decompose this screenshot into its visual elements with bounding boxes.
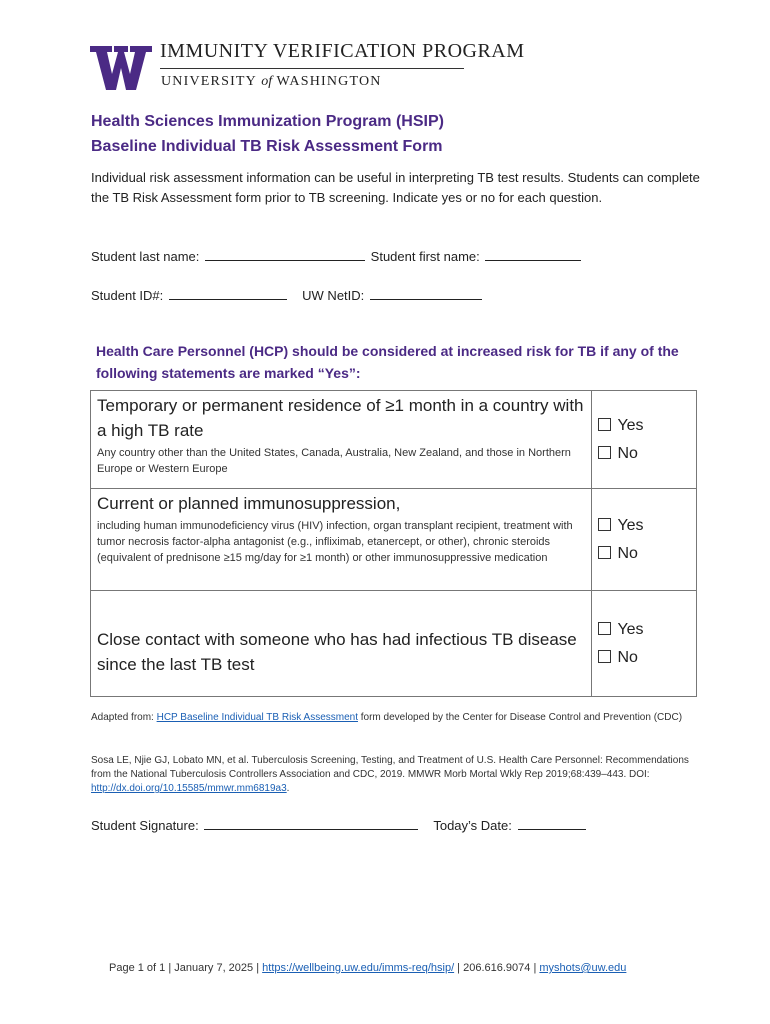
signature-field[interactable]	[204, 817, 418, 830]
hsip-url-link[interactable]: https://wellbeing.uw.edu/imms-req/hsip/	[262, 962, 455, 974]
question-row-3	[91, 591, 697, 697]
footer-date: January 7, 2025	[174, 962, 254, 974]
q2-yes-option[interactable]: Yes	[598, 512, 696, 540]
question-row-2	[91, 489, 697, 591]
q3-no-option[interactable]: No	[598, 644, 696, 672]
adapted-note: Adapted from: HCP Baseline Individual TB Risk Assessment form developed by the Center for Disease Control and Prevention (CDC)	[91, 712, 683, 723]
student-id-label: Student ID#:	[91, 288, 164, 303]
cdc-form-link[interactable]: HCP Baseline Individual TB Risk Assessment	[156, 712, 358, 723]
risk-heading: Health Care Personnel (HCP) should be considered at increased risk for TB if any of the following statements are marked “Yes”:	[96, 343, 679, 381]
name-fields-row	[91, 248, 583, 264]
date-field[interactable]	[518, 817, 586, 830]
page-footer: Page 1 of 1 | January 7, 2025 | https://wellbeing.uw.edu/imms-req/hsip/ | 206.616.9074 | myshots@uw.edu	[109, 962, 627, 974]
program-title: IMMUNITY VERIFICATION PROGRAM	[160, 40, 525, 62]
q1-yes-option[interactable]: Yes	[598, 412, 696, 440]
q1-no-option[interactable]: No	[598, 440, 696, 468]
signature-row	[91, 817, 588, 833]
university-name: UNIVERSITY of WASHINGTON	[161, 74, 382, 89]
last-name-label: Student last name:	[91, 249, 200, 264]
intro-paragraph: Individual risk assessment information can be useful in interpreting TB test results. Students can complete the TB Risk Assessment form prior to TB screening. Indicate yes or no for each question.	[91, 170, 700, 205]
citation: Sosa LE, Njie GJ, Lobato MN, et al. Tuberculosis Screening, Testing, and Treatment of U.S. Health Care Personnel: Recommendations from the National Tuberculosis Controllers Association and CDC, 2019. MMWR Morb Mortal Wkly Rep 2019;68:439–443. DOI: http://dx.doi.org/10.15585/mmwr.mm6819a3.	[91, 755, 689, 794]
last-name-field[interactable]	[205, 248, 365, 261]
q1-yes-checkbox[interactable]	[598, 418, 611, 431]
question-1-title: Temporary or permanent residence of ≥1 month in a country with a high TB rate	[97, 396, 584, 440]
q3-yes-checkbox[interactable]	[598, 622, 611, 635]
q1-no-checkbox[interactable]	[598, 446, 611, 459]
id-fields-row	[91, 287, 484, 303]
question-3-title: Close contact with someone who has had infectious TB disease since the last TB test	[97, 630, 577, 674]
q3-yes-option[interactable]: Yes	[598, 616, 696, 644]
netid-field[interactable]	[370, 287, 482, 300]
question-2-detail: including human immunodeficiency virus (HIV) infection, organ transplant recipient, treatment with tumor necrosis factor-alpha antagonist (e.g., infliximab, etanercept, or other), chronic steroids (equivalent of prednisone ≥15 mg/day for ≥1 month) or other immunosuppressive medication	[97, 520, 573, 564]
netid-label: UW NetID:	[302, 288, 365, 303]
date-label: Today’s Date:	[433, 818, 512, 833]
student-id-field[interactable]	[169, 287, 287, 300]
question-row-1	[91, 391, 697, 489]
page-number: Page 1 of 1	[109, 962, 166, 974]
risk-questions-table	[90, 390, 697, 697]
q2-no-checkbox[interactable]	[598, 546, 611, 559]
question-1-detail: Any country other than the United States, Canada, Australia, New Zealand, and those in Northern Europe or Western Europe	[97, 447, 571, 475]
signature-label: Student Signature:	[91, 818, 199, 833]
email-link[interactable]: myshots@uw.edu	[539, 962, 627, 974]
logo-divider	[160, 68, 464, 69]
uw-w-logo	[90, 46, 152, 90]
question-2-title: Current or planned immunosuppression,	[97, 494, 401, 513]
first-name-field[interactable]	[485, 248, 581, 261]
q2-yes-checkbox[interactable]	[598, 518, 611, 531]
phone-number: 206.616.9074	[463, 962, 531, 974]
form-title: Baseline Individual TB Risk Assessment Form	[91, 138, 443, 155]
q2-no-option[interactable]: No	[598, 540, 696, 568]
first-name-label: Student first name:	[370, 249, 480, 264]
doi-link[interactable]: http://dx.doi.org/10.15585/mmwr.mm6819a3	[91, 783, 287, 794]
q3-no-checkbox[interactable]	[598, 650, 611, 663]
form-program-heading: Health Sciences Immunization Program (HSIP)	[91, 113, 444, 130]
